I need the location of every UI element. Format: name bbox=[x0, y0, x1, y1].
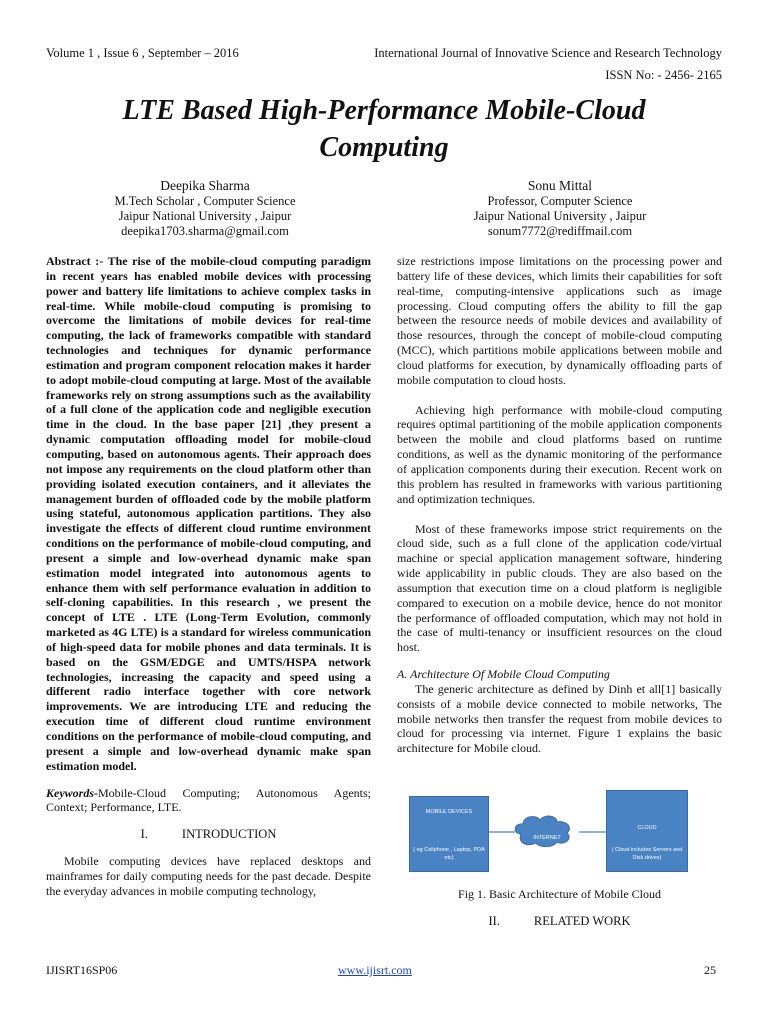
intro-paragraph: Mobile computing devices have replaced desktops and mainframes for daily computing needs for the past decade. Despite the everyday advances in mobile computing technology, bbox=[46, 854, 371, 898]
subsection-paragraph: The generic architecture as defined by Dinh et all[1] basically consists of a mobile device connected to mobile networks, The mobile networks then transfer the request from mobile devices to cloud for processing via internet. Figure 1 explains the basic architecture for Mobile cloud. bbox=[397, 681, 722, 756]
body-paragraph: Most of these frameworks impose strict requirements on the cloud side, such as a full clone of the application code/virtual machine or special application management software, hindering wide applicability in public clouds. They are also based on the assumption that execution time on a cloud platform is negligible compared to execution on a mobile device, hence do not monitor the performance of offloaded computation, which may not hold in the case of multi-tenancy or insufficient resources on the cloud host. bbox=[397, 521, 722, 655]
subsection-heading: A. Architecture Of Mobile Cloud Computing bbox=[397, 667, 610, 682]
section-number: II. bbox=[488, 914, 500, 928]
keywords-label: Keywords- bbox=[46, 785, 98, 800]
author-affiliation: Jaipur National University , Jaipur bbox=[118, 209, 292, 223]
journal-website-link[interactable]: www.ijisrt.com bbox=[338, 963, 412, 977]
section-number: I. bbox=[140, 827, 148, 842]
section-heading-related-work bbox=[397, 914, 722, 929]
paper-code: IJISRT16SP06 bbox=[46, 963, 118, 977]
architecture-figure bbox=[397, 768, 722, 880]
author-affiliation: Jaipur National University , Jaipur bbox=[473, 209, 647, 223]
keywords bbox=[46, 786, 371, 816]
figure-label: MOBILE DEVICES bbox=[425, 809, 473, 816]
figure-detail: ( Cloud includes Servers and Disk drives) bbox=[611, 847, 683, 861]
figure-label: CLOUD bbox=[637, 825, 657, 832]
paper-title: LTE Based High-Performance Mobile-Cloud Computing bbox=[122, 95, 646, 163]
author-email: sonum7772@rediffmail.com bbox=[487, 224, 633, 238]
journal-name: International Journal of Innovative Science and Research Technology bbox=[374, 46, 722, 60]
section-title: INTRODUCTION bbox=[181, 827, 277, 842]
author-role: Professor, Computer Science bbox=[487, 194, 633, 208]
left-column bbox=[46, 254, 371, 899]
author-role: M.Tech Scholar , Computer Science bbox=[114, 194, 296, 208]
right-column bbox=[397, 254, 722, 941]
volume-info: Volume 1 , Issue 6 , September – 2016 bbox=[46, 46, 239, 60]
section-title: RELATED WORK bbox=[533, 914, 631, 928]
figure-detail: ( eg Cellphone , Laptop, PDA etc) bbox=[413, 847, 485, 861]
author-name: Sonu Mittal bbox=[527, 178, 593, 193]
author-block bbox=[410, 178, 710, 239]
page-number: 25 bbox=[704, 963, 716, 977]
mobile-devices-box bbox=[409, 796, 489, 872]
section-heading-introduction bbox=[46, 827, 371, 842]
body-paragraph: Achieving high performance with mobile-cloud computing requires optimal partitioning of the mobile application components between the mobile and cloud platforms based on runtime conditions, as well as the dynamic monitoring of the performance of application components during their execution. Recent work on this problem has resulted in frameworks with various partitioning and optimization techniques. bbox=[397, 402, 722, 506]
issn-number: ISSN No: - 2456- 2165 bbox=[605, 68, 722, 82]
keywords-text: Mobile-Cloud Computing; Autonomous Agents; Context; Performance, LTE. bbox=[46, 785, 371, 815]
abstract: Abstract :- The rise of the mobile-cloud computing paradigm in recent years has enabled mobile devices with processing power and battery life limitations to achieve complex tasks in real-time. While mobile-cloud computing is promising to overcome the limitations of mobile devices for real-time computing, the lack of frameworks compatible with standard technologies and techniques for dynamic performance estimation and program component relocation makes it harder to adopt mobile-cloud computing at large. Most of the available frameworks rely on strong assumptions such as the availability of a full clone of the application code and negligible execution time in the cloud. In the base paper [21] ,they present a dynamic computation offloading model for mobile-cloud computing, based on autonomous agents. Their approach does not impose any requirements on the cloud platform other than providing isolated execution containers, and it alleviates the management burden of offloaded code by the mobile platform using stateful, autonomous application partitions. They also investigate the effects of different cloud runtime environment conditions on the performance of mobile-cloud computing, and present a simple and low-overhead dynamic make span estimation model integrated into autonomous agents to enhance them with self performance evaluation in addition to self-cloning capabilities. In this research , we present the concept of LTE . LTE (Long-Term Evolution, commonly marketed as 4G LTE) is a standard for wireless communication of high-speed data for mobile phones and data terminals. It is based on the GSM/EDGE and UMTS/HSPA network technologies, increasing the capacity and speed using a different radio interface together with core network improvements. We are introducing LTE and reducing the execution time of different cloud runtime environment conditions on the performance of mobile-cloud computing, and present a simple and low-overhead dynamic make span estimation model. bbox=[46, 254, 371, 773]
cloud-box bbox=[606, 790, 688, 872]
author-block bbox=[55, 178, 355, 239]
author-email: deepika1703.sharma@gmail.com bbox=[121, 224, 289, 238]
figure-caption: Fig 1. Basic Architecture of Mobile Cloud bbox=[458, 887, 661, 902]
body-paragraph: size restrictions impose limitations on the processing power and battery life of these devices, which limits their capabilities for soft real-time, computing-intensive applications such as image processing. Cloud computing offers the ability to fill the gap between the resource needs of mobile devices and availability of those resources, through the concept of mobile-cloud computing (MCC), which partitions mobile applications between mobile and cloud platforms for execution, by dynamically offloading parts of mobile computation to cloud hosts. bbox=[397, 254, 722, 387]
internet-label: INTERNET bbox=[533, 835, 561, 842]
author-name: Deepika Sharma bbox=[160, 178, 250, 193]
